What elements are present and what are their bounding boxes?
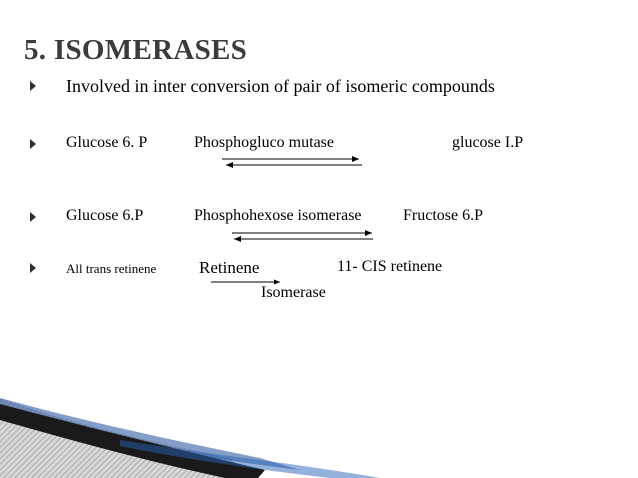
bullet-3-substrate: Glucose 6.P	[66, 207, 144, 224]
bullet-3-product: Fructose 6.P	[403, 207, 483, 224]
bullet-arrow-icon	[30, 139, 36, 149]
slide-title: 5. ISOMERASES	[24, 34, 248, 66]
bullet-arrow-icon	[30, 263, 36, 273]
bullet-4-substrate: All trans retinene	[66, 261, 157, 276]
bullet-4-product: 11- CIS retinene	[337, 258, 443, 275]
bullet-3-enzyme: Phosphohexose isomerase	[194, 207, 362, 224]
bullet-arrow-icon	[30, 212, 36, 222]
bullet-4-enzyme-below: Isomerase	[261, 284, 326, 301]
bullet-2-product: glucose I.P	[452, 134, 524, 151]
bullet-arrow-icon	[30, 81, 36, 91]
bullet-2-enzyme: Phosphogluco mutase	[194, 134, 334, 151]
bullet-1-text: Involved in inter conversion of pair of isomeric compounds	[66, 76, 495, 96]
bullet-4-enzyme-left: Retinene	[199, 258, 260, 277]
bullet-2-substrate: Glucose 6. P	[66, 134, 148, 151]
